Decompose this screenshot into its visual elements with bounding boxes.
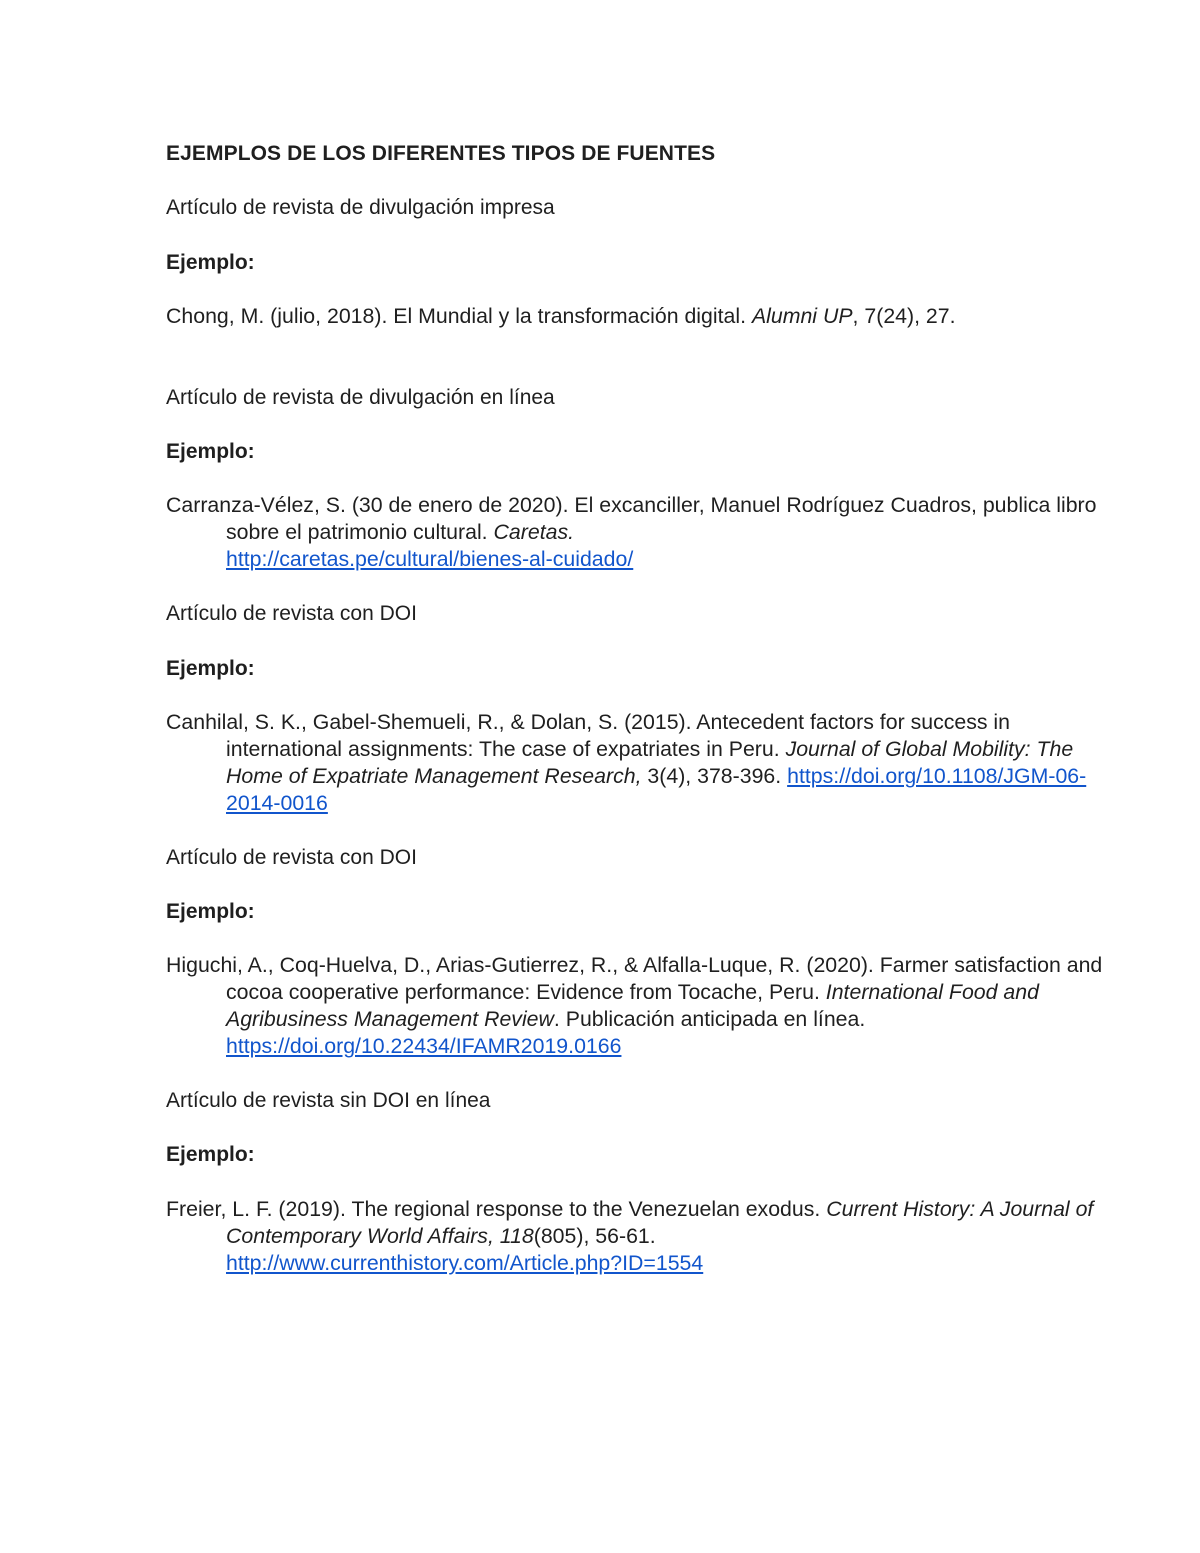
section-heading: Artículo de revista con DOI <box>166 602 417 625</box>
reference-text: Chong, M. (julio, 2018). El Mundial y la transformación digital. <box>166 304 752 328</box>
section-heading: Artículo de revista de divulgación impresa <box>166 196 555 219</box>
section-heading: Artículo de revista sin DOI en línea <box>166 1089 491 1112</box>
reference-source-title: International Food and Agribusiness Management Review <box>226 980 1039 1031</box>
reference-source-title: Alumni UP <box>751 304 853 328</box>
reference-text: Freier, L. F. (2019). The regional response to the Venezuelan exodus. <box>166 1197 827 1221</box>
example-label: Ejemplo: <box>166 657 255 680</box>
example-label: Ejemplo: <box>166 440 255 463</box>
reference-text: Carranza-Vélez, S. (30 de enero de 2020). El excanciller, Manuel Rodríguez Cuadros, publica libro sobre el patrimonio cultural. <box>166 493 1097 544</box>
reference-link[interactable]: http://caretas.pe/cultural/bienes-al-cuidado/ <box>226 547 634 571</box>
reference-link[interactable]: http://www.currenthistory.com/Article.php?ID=1554 <box>226 1251 704 1275</box>
example-label: Ejemplo: <box>166 900 255 923</box>
example-label: Ejemplo: <box>166 251 255 274</box>
reference-source-title: Caretas. <box>493 520 575 544</box>
reference-text: , 7(24), 27. <box>852 304 956 328</box>
reference-text: . Publicación anticipada en línea. <box>553 1007 866 1031</box>
reference-entry <box>166 303 1106 330</box>
reference-entry <box>166 492 1106 573</box>
reference-source-title: Current History: A Journal of Contemporary World Affairs, 118 <box>226 1197 1094 1248</box>
reference-link[interactable]: https://doi.org/10.22434/IFAMR2019.0166 <box>226 1034 622 1058</box>
section-heading: Artículo de revista de divulgación en línea <box>166 386 555 409</box>
example-label: Ejemplo: <box>166 1143 255 1166</box>
reference-text: (805), 56-61. <box>533 1224 656 1248</box>
section-heading: Artículo de revista con DOI <box>166 846 417 869</box>
reference-entry <box>166 952 1106 1060</box>
reference-text: 3(4), 378-396. <box>641 764 788 788</box>
reference-entry <box>166 1196 1106 1277</box>
reference-entry <box>166 709 1106 817</box>
reference-text: Higuchi, A., Coq-Huelva, D., Arias-Gutierrez, R., & Alfalla-Luque, R. (2020). Farmer satisfaction and cocoa cooperative performance: Evidence from Tocache, Peru. <box>166 953 1103 1004</box>
reference-link[interactable]: https://doi.org/10.1108/JGM-06-2014-0016 <box>226 764 1087 815</box>
page-title: EJEMPLOS DE LOS DIFERENTES TIPOS DE FUENTES <box>166 142 716 165</box>
reference-source-title: Journal of Global Mobility: The Home of Expatriate Management Research, <box>226 737 1074 788</box>
reference-text: Canhilal, S. K., Gabel-Shemueli, R., & Dolan, S. (2015). Antecedent factors for success in international assignments: The case of expatriates in Peru. <box>166 710 1011 761</box>
